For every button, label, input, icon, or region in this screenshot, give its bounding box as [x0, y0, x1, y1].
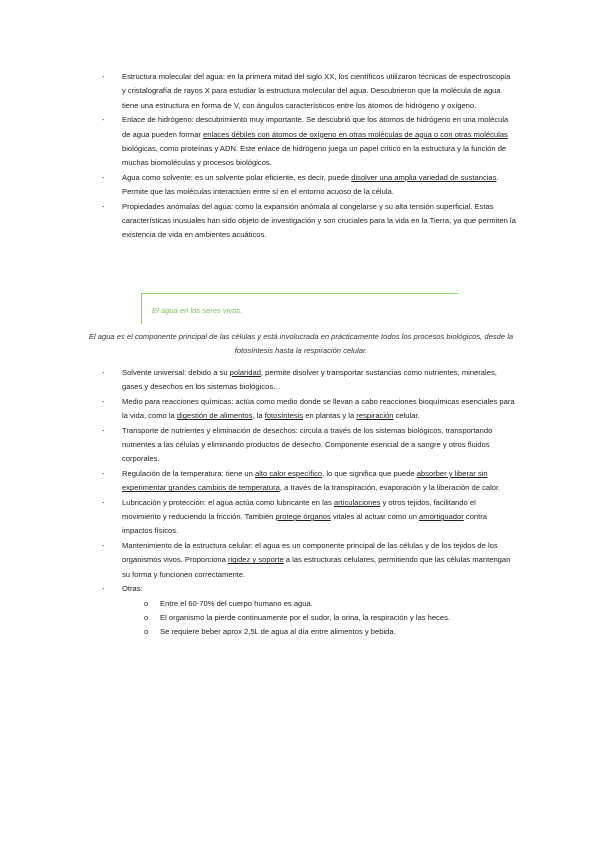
list-item-lead: Propiedades anómalas del agua:	[122, 201, 234, 211]
list-item-lead: Mantenimiento de la estructura celular:	[122, 540, 253, 550]
water-functions-list	[102, 366, 516, 640]
list-item	[102, 424, 516, 467]
list-item-lead: Lubricación y protección:	[122, 497, 206, 507]
list-item-lead: Regulación de la temperatura:	[122, 468, 224, 478]
underlined-phrase: alto calor específico	[254, 468, 323, 478]
list-item-text: el agua actúa como lubricante en las	[206, 497, 334, 507]
list-item	[102, 366, 516, 395]
list-item-text: debido a su	[186, 368, 230, 377]
list-item-lead: Otras:	[122, 584, 143, 594]
water-discoveries-list	[102, 70, 516, 243]
list-item-text: descubrimiento muy importante. Se descubrió que los átomos de hidrógeno en una molécula de agua pueden formar	[122, 115, 509, 139]
list-item-text: circula a través de los sistemas biológicos, transportando nutrientes a las células y eliminando productos de desecho. Componente esencial de a sangre y otros fluidos corporales.	[122, 425, 493, 464]
list-item-text: tiene un	[223, 468, 255, 478]
list-item-text: , permite disolver y transportar sustancias como nutrientes, minerales, gases y desechos en los sistemas biológicos…	[122, 368, 497, 392]
list-item	[102, 200, 516, 243]
list-item	[102, 171, 516, 200]
underlined-phrase: protege órganos	[275, 512, 331, 522]
list-item-lead: Enlace de hidrógeno:	[122, 115, 194, 125]
list-item	[102, 496, 516, 539]
sub-list-item: o Entre el 60-70% del cuerpo humano es agua.	[122, 597, 516, 611]
underlined-phrase: fotosíntesis	[264, 411, 304, 421]
list-item-text: el agua es un componente principal de las células y de los tejidos de los organismos vivos. Proporciona	[122, 540, 498, 565]
underlined-phrase: polaridad	[229, 368, 261, 377]
underlined-phrase: digestión de alimentos	[176, 411, 253, 421]
list-item	[102, 582, 516, 640]
list-item-lead: Solvente universal:	[122, 368, 187, 377]
list-item-text: a las estructuras celulares, permitiendo que las células mantengan su forma y funcionen correctamente.	[122, 555, 511, 579]
list-item-text: actúa como medio donde se llevan a cabo reacciones bioquímicas esenciales para la vida, como la	[122, 396, 515, 421]
list-item-text: , la	[252, 411, 265, 421]
list-item-text: como la expansión anómala al congelarse y su alta tensión superficial. Estas características inusuales han sido objeto de investigación y son cruciales para la vida en la Tierra, ya que permiten la existencia de vida en ambientes acuáticos.	[122, 201, 516, 240]
list-item-text: en la primera mitad del siglo XX, los científicos utilizaron técnicas de espectroscopia y cristalografía de rayos X para estudiar la estructura molecular del agua. Descubrieron que la molécula de agua tiene una estructura en forma de V, con ángulos característicos entre los átomos de hidrógeno y oxígeno.	[122, 72, 511, 110]
list-item-text: biológicas, como proteínas y ADN. Este enlace de hidrógeno juega un papel crítico en la estructura y la función de muchas biomoléculas y procesos biológicos.	[122, 144, 507, 168]
sub-list	[122, 597, 516, 640]
underlined-phrase: disolver una amplia variedad de sustancias	[351, 172, 497, 182]
underlined-phrase: absorber y liberar sin experimentar grandes cambios de temperatura	[122, 468, 488, 493]
section-heading-box	[141, 293, 458, 324]
list-item-lead: Agua como solvente:	[122, 172, 193, 182]
list-item-text: . Permite que las moléculas interactúen entre sí en el entorno acuoso de la célula.	[122, 172, 499, 197]
list-item	[102, 113, 516, 171]
list-item-lead: Transporte de nutrientes y eliminación de desechos:	[122, 425, 298, 435]
list-item	[102, 467, 516, 496]
list-item-text: celular.	[393, 411, 420, 421]
sub-list-item: o Se requiere beber aprox 2,5L de agua al día entre alimentos y bebida.	[122, 625, 516, 639]
underlined-phrase: amortiguador	[419, 512, 464, 522]
list-item	[102, 395, 516, 424]
list-item-text: , lo que significa que puede	[322, 468, 417, 478]
list-item-text: vitales al actuar como un	[330, 512, 420, 522]
list-item	[102, 70, 516, 113]
list-item-text: contra impactos físicos.	[122, 512, 487, 536]
list-item-lead: Medio para reacciones químicas:	[122, 396, 234, 406]
intro-paragraph: El agua es el componente principal de las células y está involucrada en prácticamente todos los procesos biológicos, desde la fotosíntesis hasta la respiración celular.	[88, 332, 514, 356]
list-item-text: , a través de la transpiración, evaporación y la liberación de calor.	[279, 483, 501, 493]
sub-list-item: o El organismo la pierde continuamente por el sudor, la orina, la respiración y las heces.	[122, 611, 516, 625]
list-item-text: en plantas y la	[303, 411, 357, 421]
underlined-phrase: articulaciones	[333, 497, 381, 507]
underlined-phrase: rigidez y soporte	[227, 555, 284, 565]
list-item-lead: Estructura molecular del agua:	[122, 72, 225, 81]
list-item	[102, 539, 516, 582]
underlined-phrase: enlaces débiles con átomos de oxígeno en otras moléculas de agua o con otras moléculas	[203, 129, 508, 139]
section-heading: El agua en los seres vivos.	[152, 306, 243, 315]
list-item-text: y otros tejidos, facilitando el movimiento y reduciendo la fricción. También	[122, 497, 476, 522]
list-item-text: es un solvente polar eficiente, es decir, puede	[192, 172, 352, 182]
underlined-phrase: respiración	[356, 411, 394, 421]
